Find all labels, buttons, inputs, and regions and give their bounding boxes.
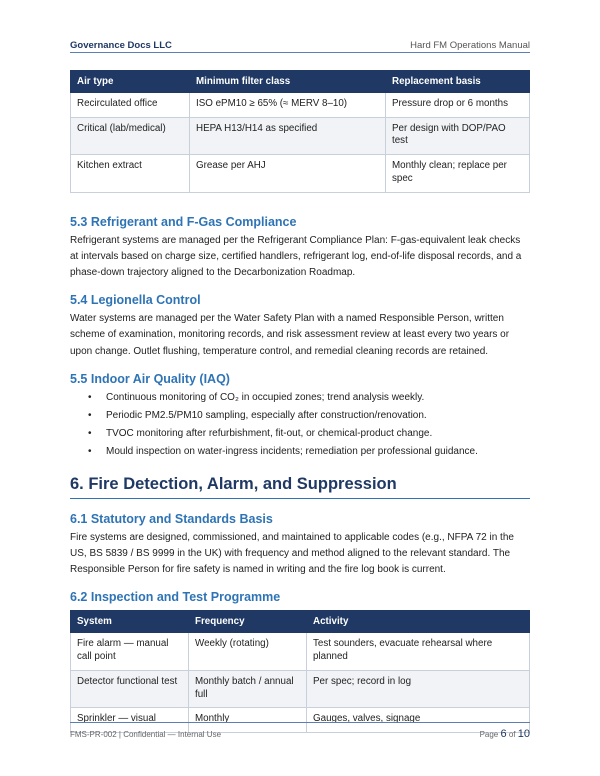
section-heading-6: 6. Fire Detection, Alarm, and Suppression <box>70 475 530 499</box>
page-label: Page <box>479 730 499 739</box>
table-cell: HEPA H13/H14 as specified <box>190 117 386 154</box>
table-cell: Sprinkler — visual <box>71 708 189 733</box>
list-item <box>88 425 530 443</box>
table-cell: Monthly clean; replace per spec <box>386 155 530 192</box>
table-cell: Monthly batch / annual full <box>189 670 307 707</box>
table-cell: Per spec; record in log <box>307 670 530 707</box>
page-number: 6 <box>500 728 507 740</box>
footer-divider <box>70 722 530 723</box>
list-item-text: TVOC monitoring after refurbishment, fit-out, or chemical-product change. <box>106 427 433 439</box>
list-item-text: Periodic PM2.5/PM10 sampling, especially after construction/renovation. <box>106 409 427 421</box>
column-header: Frequency <box>189 611 307 633</box>
bullet-icon: • <box>88 391 92 403</box>
section-body-6-1: Fire systems are designed, commissioned, and maintained to applicable codes (e.g., NFPA 72 in the US, BS 5839 / BS 9999 in the UK) with frequency and method aligned to the relevant standard. The Responsible Person for fire safety is named in writing and the fire log book is current. <box>70 531 514 576</box>
header-divider <box>70 52 530 53</box>
table-header-row <box>71 611 530 633</box>
table-cell: Gauges, valves, signage <box>307 708 530 733</box>
table-row <box>71 155 530 192</box>
page-content <box>70 70 530 733</box>
table-cell: Pressure drop or 6 months <box>386 93 530 118</box>
column-header: Minimum filter class <box>190 71 386 93</box>
table-row <box>71 117 530 154</box>
table-cell: Monthly <box>189 708 307 733</box>
section-body-5-3: Refrigerant systems are managed per the Refrigerant Compliance Plan: F-gas-equivalent leak checks at intervals based on charge size, certified handlers, refrigerant log, end-of-life disposal records, and a phase-down trajectory aligned to the Decarbonization Roadmap. <box>70 234 522 279</box>
page-indicator <box>480 728 530 740</box>
bullet-icon: • <box>88 427 92 439</box>
table-cell: Test sounders, evacuate rehearsal where planned <box>307 633 530 670</box>
table-cell: Weekly (rotating) <box>189 633 307 670</box>
bullet-icon: • <box>88 409 92 421</box>
table-cell: Critical (lab/medical) <box>71 117 190 154</box>
fire-test-table <box>70 610 530 733</box>
table-cell: Per design with DOP/PAO test <box>386 117 530 154</box>
footer-confidentiality: FMS-PR-002 | Confidential — Internal Use <box>70 729 222 739</box>
table-cell: Recirculated office <box>71 93 190 118</box>
table-header-row <box>71 71 530 93</box>
column-header: Replacement basis <box>386 71 530 93</box>
table-row <box>71 633 530 670</box>
document-title: Hard FM Operations Manual <box>410 40 530 51</box>
list-item-text: Continuous monitoring of CO₂ in occupied zones; trend analysis weekly. <box>106 391 425 403</box>
section-heading-6-1: 6.1 Statutory and Standards Basis <box>70 511 273 526</box>
list-item <box>88 407 530 425</box>
table-row <box>71 670 530 707</box>
list-item <box>88 443 530 461</box>
table-cell: Grease per AHJ <box>190 155 386 192</box>
table-cell: Kitchen extract <box>71 155 190 192</box>
air-filter-table <box>70 70 530 193</box>
table-row <box>71 93 530 118</box>
section-heading-5-5: 5.5 Indoor Air Quality (IAQ) <box>70 371 230 386</box>
column-header: System <box>71 611 189 633</box>
list-item <box>88 389 530 407</box>
iaq-bullet-list <box>88 389 530 461</box>
organization-name: Governance Docs LLC <box>70 40 172 51</box>
page-footer <box>70 726 530 742</box>
section-body-5-4: Water systems are managed per the Water Safety Plan with a named Responsible Person, written scheme of examination, monitoring records, and risk assessment review at least every two years or upon change. Outlet flushing, temperature control, and remedial cleaning records are retained. <box>70 313 510 357</box>
bullet-icon: • <box>88 445 92 457</box>
table-cell: Fire alarm — manual call point <box>71 633 189 670</box>
section-heading-5-4: 5.4 Legionella Control <box>70 293 201 308</box>
of-label: of <box>508 730 516 739</box>
table-cell: Detector functional test <box>71 670 189 707</box>
list-item-text: Mould inspection on water-ingress incidents; remediation per professional guidance. <box>106 445 478 457</box>
column-header: Air type <box>71 71 190 93</box>
section-heading-6-2: 6.2 Inspection and Test Programme <box>70 590 281 605</box>
table-cell: ISO ePM10 ≥ 65% (≈ MERV 8–10) <box>190 93 386 118</box>
column-header: Activity <box>307 611 530 633</box>
page-header <box>70 33 530 51</box>
section-heading-5-3: 5.3 Refrigerant and F-Gas Compliance <box>70 214 297 229</box>
page-total: 10 <box>517 728 530 740</box>
